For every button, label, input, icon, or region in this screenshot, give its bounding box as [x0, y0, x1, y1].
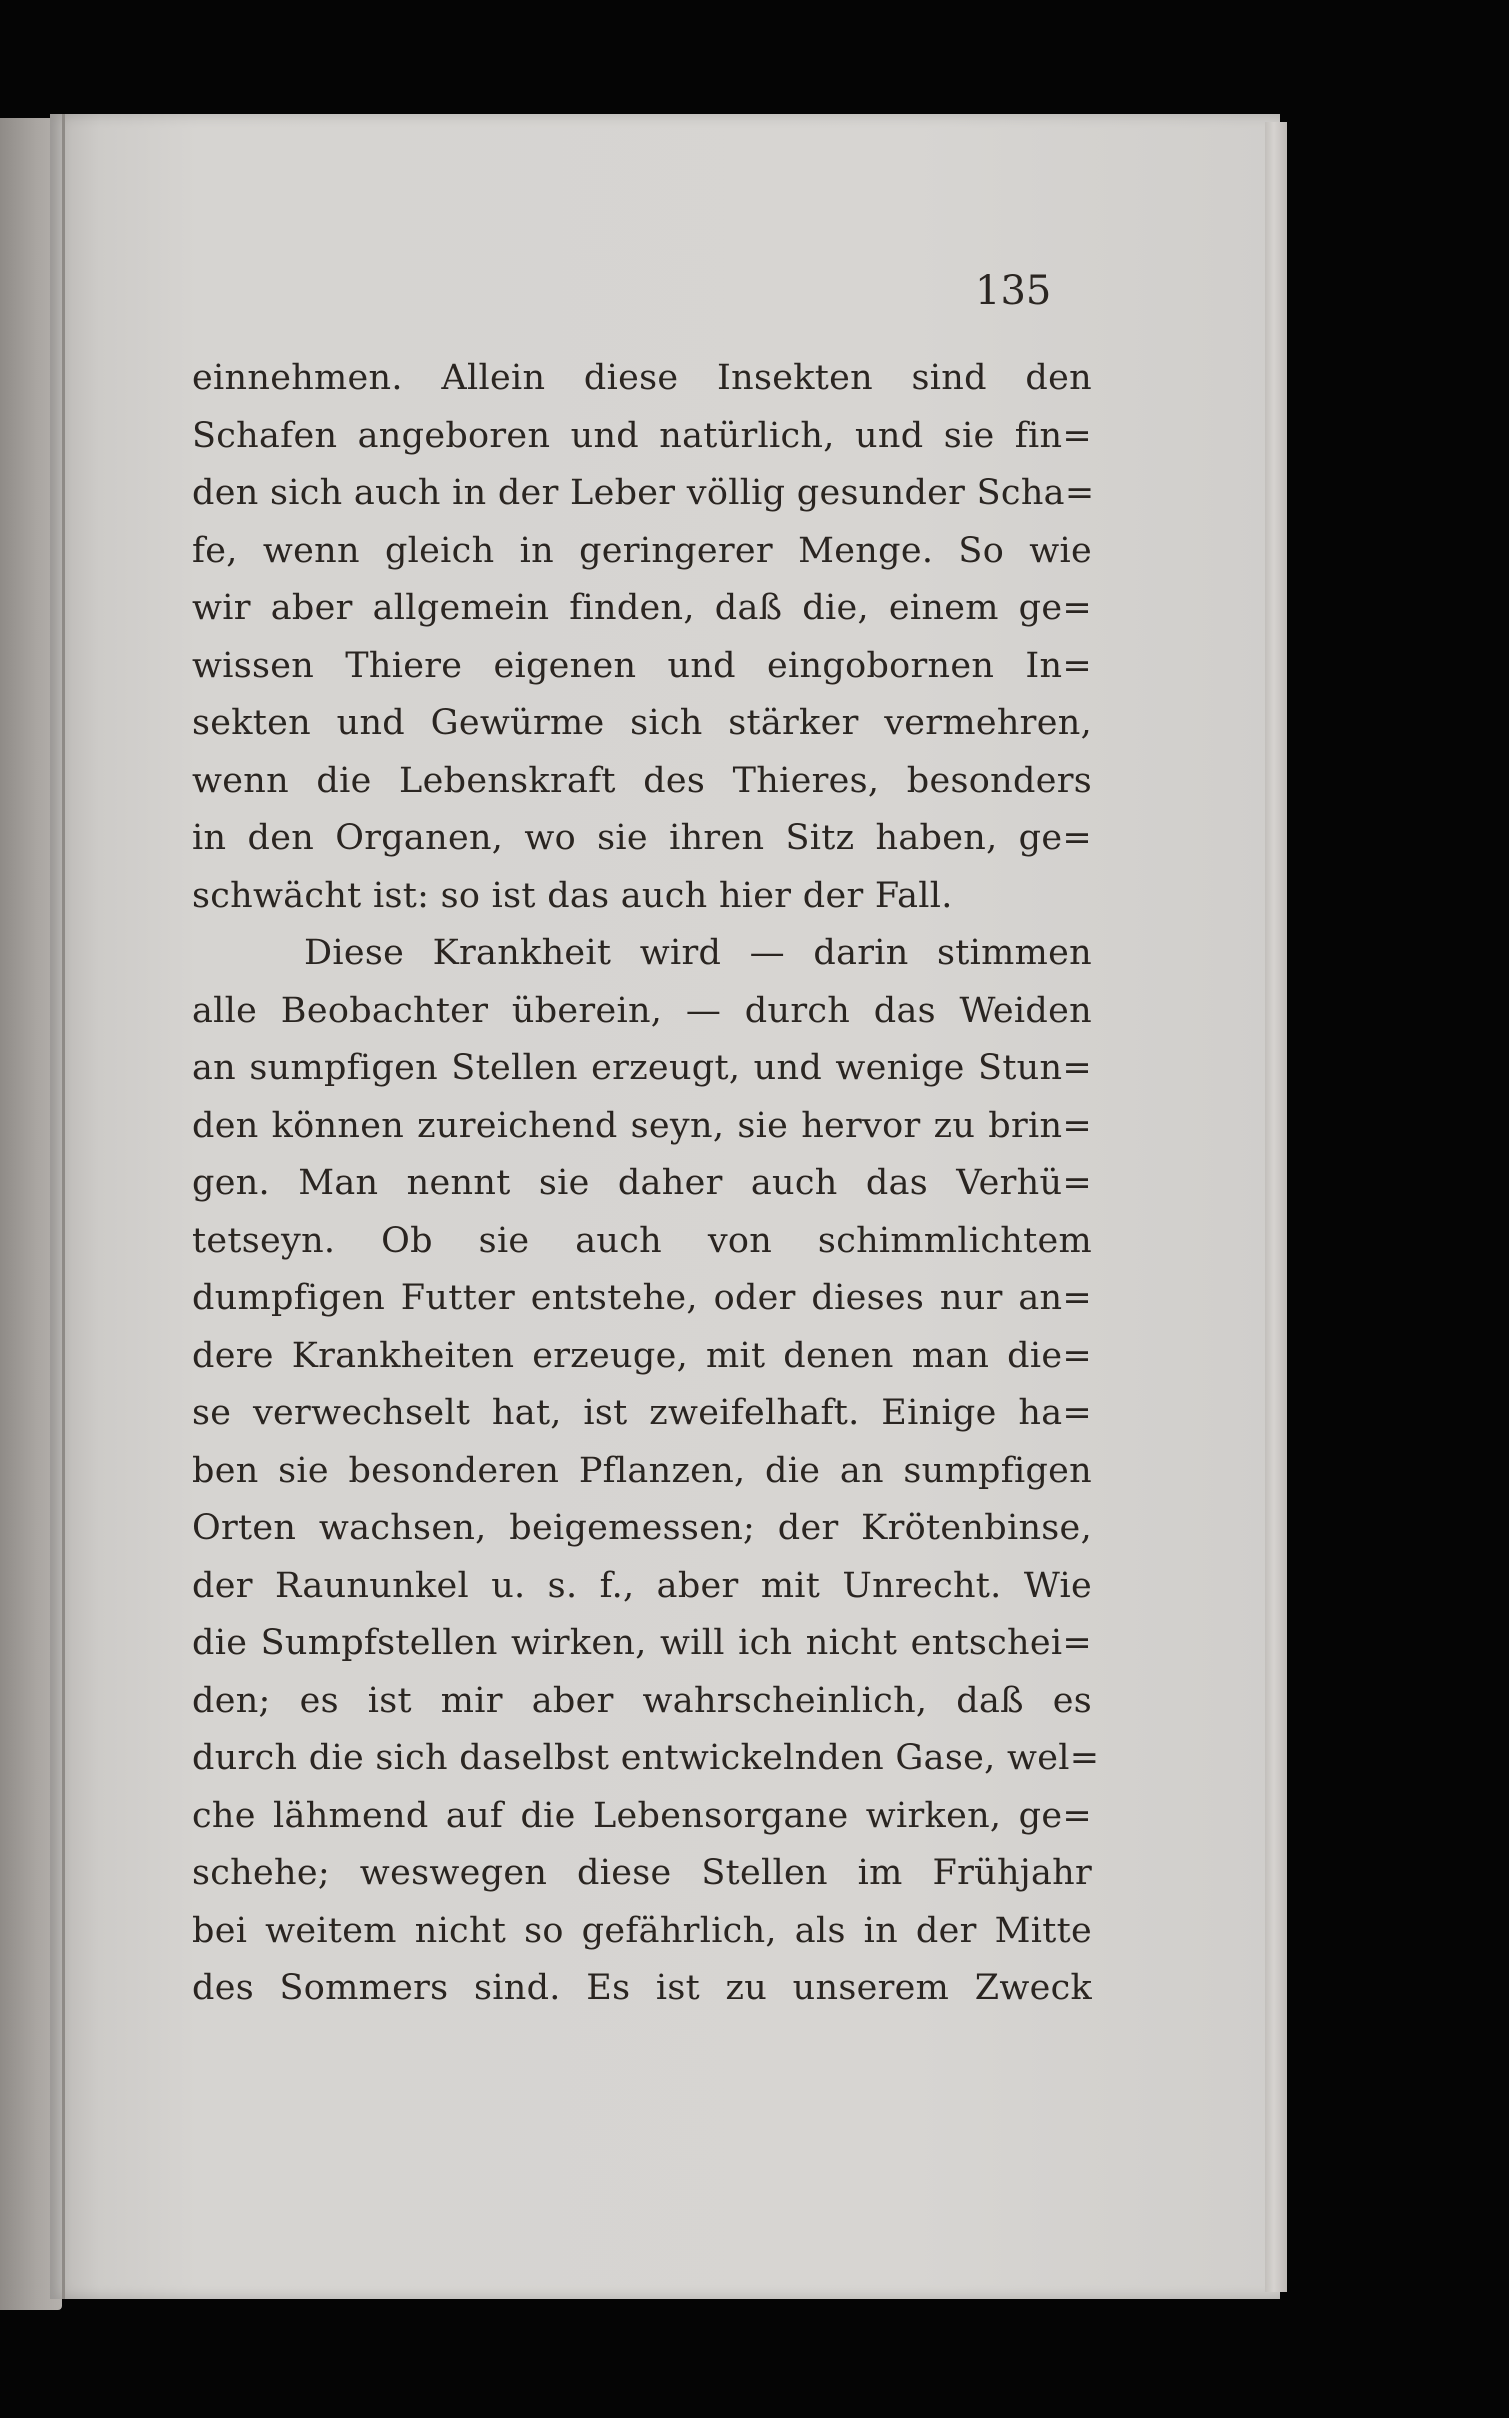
page-number: 135	[975, 268, 1052, 314]
text-line: gen. Man nennt sie daher auch das Verhü=	[192, 1163, 1092, 1203]
text-line: wenn die Lebenskraft des Thieres, besonders	[192, 760, 1092, 801]
page-stack-edge	[1265, 122, 1287, 2292]
text-line: dere Krankheiten erzeuge, mit denen man die=	[192, 1335, 1092, 1376]
text-line: se verwechselt hat, ist zweifelhaft. Einige ha=	[192, 1393, 1092, 1433]
text-line: fe, wenn gleich in geringerer Menge. So wie	[192, 530, 1092, 571]
text-line: einnehmen. Allein diese Insekten sind den	[192, 358, 1092, 398]
text-line: Orten wachsen, beigemessen; der Krötenbinse,	[192, 1508, 1092, 1548]
text-line: des Sommers sind. Es ist zu unserem Zweck	[192, 1968, 1092, 2008]
text-line: alle Beobachter überein, — durch das Weiden	[192, 990, 1092, 1031]
text-line: bei weitem nicht so gefährlich, als in der Mitte	[192, 1910, 1092, 1951]
paragraph-start-line: Diese Krankheit wird — darin stimmen	[304, 933, 1092, 973]
text-line: den; es ist mir aber wahrscheinlich, daß es	[192, 1680, 1092, 1721]
text-line: der Raununkel u. s. f., aber mit Unrecht. Wie	[192, 1565, 1092, 1606]
text-line: wissen Thiere eigenen und eingobornen In=	[192, 645, 1092, 686]
text-line: dumpfigen Futter entstehe, oder dieses nur an=	[192, 1278, 1092, 1318]
text-line: die Sumpfstellen wirken, will ich nicht entschei=	[192, 1623, 1092, 1663]
text-line: den können zureichend seyn, sie hervor zu brin=	[192, 1105, 1092, 1146]
text-line: ben sie besonderen Pflanzen, die an sumpfigen	[192, 1450, 1092, 1491]
text-line: an sumpfigen Stellen erzeugt, und wenige Stun=	[192, 1048, 1092, 1088]
text-line: sekten und Gewürme sich stärker vermehren,	[192, 703, 1092, 743]
page-gutter	[62, 114, 65, 2299]
text-line: durch die sich daselbst entwickelnden Gase, wel=	[192, 1738, 1100, 1778]
text-line: wir aber allgemein finden, daß die, einem ge=	[192, 588, 1092, 628]
body-text	[192, 350, 1100, 2018]
text-line: che lähmend auf die Lebensorgane wirken, ge=	[192, 1795, 1092, 1836]
text-line: in den Organen, wo sie ihren Sitz haben, ge=	[192, 818, 1092, 858]
text-line: schwächt ist: so ist das auch hier der Fall.	[192, 875, 953, 916]
text-line: tetseyn. Ob sie auch von schimmlichtem	[192, 1220, 1092, 1261]
text-line: Schafen angeboren und natürlich, und sie fin=	[192, 415, 1092, 456]
text-line: den sich auch in der Leber völlig gesunder Scha=	[192, 473, 1095, 513]
text-line: schehe; weswegen diese Stellen im Frühjahr	[192, 1853, 1092, 1893]
